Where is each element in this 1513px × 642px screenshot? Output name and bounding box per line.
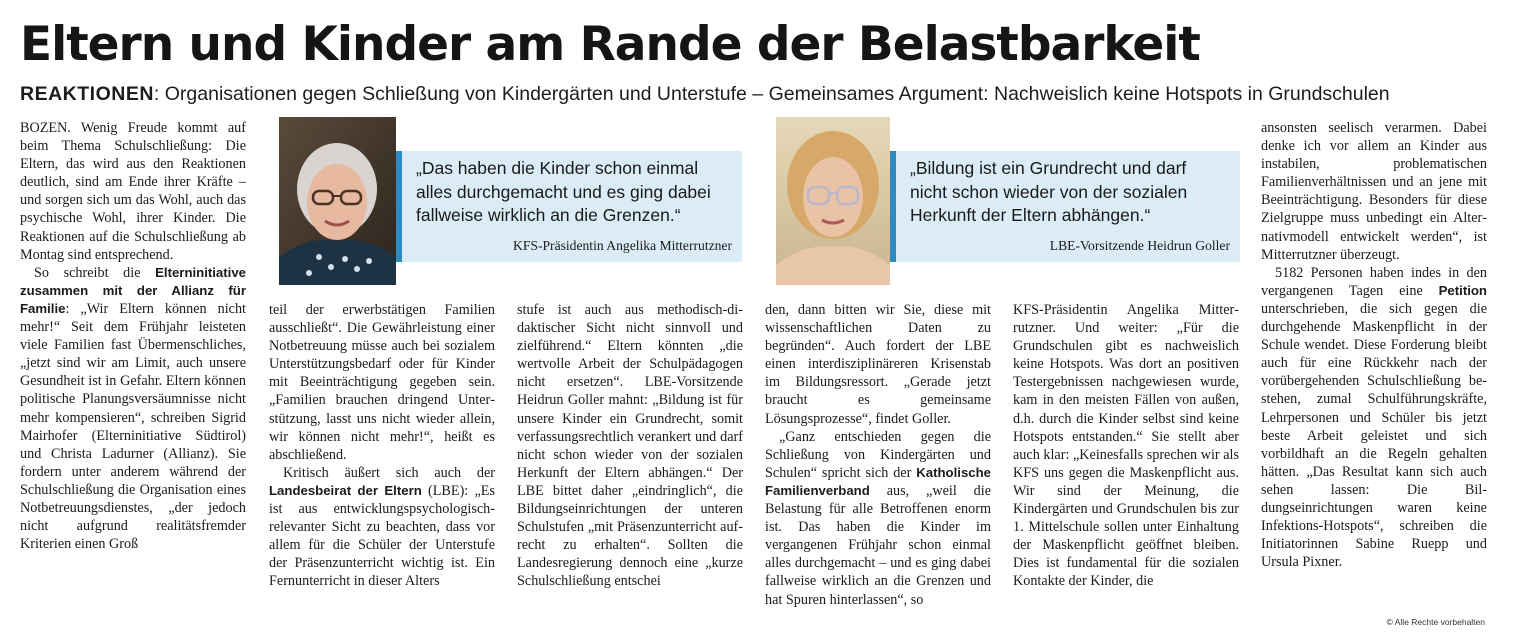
pull-quote-2 bbox=[890, 151, 1240, 262]
column-5 bbox=[1013, 301, 1239, 591]
pull-quote-1 bbox=[396, 151, 742, 262]
portrait-photo-mitterrutzner bbox=[279, 117, 396, 285]
quote-source: LBE-Vorsitzende Heidrun Goller bbox=[1049, 238, 1230, 253]
paragraph: teil der erwerbstätigen Familien ausschließt“. Die Gewährleistung einer Notbetreuung müsse auch bei sozialem Unterstützungsbedarf oder für Kinder mit Beeinträchtigung gegeben sein. „Familien brauchen dringend Unterstützung, lasst uns nicht wieder allein, wir können nicht mehr!“, heißt es abschließend. bbox=[269, 302, 495, 463]
paragraph: So schreibt die Elterninitiative zusammen mit der Allianz für Familie: „Wir Eltern können nicht mehr!“ Seit dem Frühjahr leisteten viele Familien fast Übermenschliches, „jetzt sind wir am Limit, auch unsere Gesundheit ist in Gefahr. Eltern können politische Planungsversäumnisse nicht mehr kompensieren“, schreiben Sigrid Mairhofer (Elterninitiative Südtirol) und Christa Ladurner (Allianz). Sie fordern unter anderem während der Schulschließung die Organisation eines Notbetreuungsdienstes, „der jedoch nicht aufgrund realitätsfremder Kriterien einen Groß bbox=[20, 264, 246, 553]
paragraph: ansonsten seelisch verarmen. Dabei denke ich vor allem an Kinder aus instabilen, problematischen Familienverhältnissen und an jene mit Beeinträchtigung. Besonders für diese Zielgruppe muss unbedingt ein Alternativmodell entwickelt werden“, ist Mitterrutzner überzeugt. bbox=[1261, 120, 1487, 263]
quote-text: „Bildung ist ein Grundrecht und darf nicht schon wieder von der sozialen Herkunft der Eltern abhängen.“ bbox=[910, 158, 1188, 225]
column-3 bbox=[517, 301, 743, 591]
quote-text: „Das haben die Kinder schon einmal alles durchgemacht und es ging dabei fallweise wirklich an die Grenzen.“ bbox=[416, 158, 711, 225]
copyright-notice: © Alle Rechte vorbehalten bbox=[1386, 617, 1485, 627]
org-name-elterninitiative: Elterninitiative zusammen mit der Allianz für Familie bbox=[20, 264, 246, 316]
petition-label: Petition bbox=[1438, 282, 1487, 298]
kicker: REAKTIONEN bbox=[20, 83, 154, 105]
paragraph: stufe ist auch aus methodisch-didaktischer Sicht nicht sinnvoll und zielführend.“ Eltern könnten „die wertvolle Arbeit der Schulpädagogen nicht ersetzen“. LBE-Vorsitzende Heidrun Goller mahnt: „Bildung ist für unsere Kinder ein Grundrecht, somit verfassungsrechtlich verankert und darf nicht schon wieder von der sozialen Herkunft der Eltern abhängen.“ Der LBE bittet daher „eindringlich“, die Bildungseinrichtungen der unteren Schulstufen „mit Präsenzunterricht aufrecht zu erhalten“. Sollten die Landesregierung dennoch eine „kurze Schulschließung entschei bbox=[517, 302, 743, 590]
column-2 bbox=[269, 301, 495, 591]
headline: Eltern und Kinder am Rande der Belastbarkeit bbox=[20, 17, 1200, 72]
column-1 bbox=[20, 119, 246, 553]
paragraph-intro: BOZEN. Wenig Freude kommt auf beim Thema Schulschließung: Die Eltern, das wird aus den Reaktionen deutlich, sind am Ende ihrer Kräfte – und sorgen sich um das Wohl, auch das psychische Wohl, ihrer Kinder. Die Reaktionen auf die Schulschließung ab Montag sind entsprechend. bbox=[20, 120, 246, 263]
quote-source: KFS-Präsidentin Angelika Mitterrutzner bbox=[513, 238, 732, 253]
subheadline-text: : Organisationen gegen Schließung von Kindergärten und Unterstufe – Gemeinsames Argument: Nachweislich keine Hotspots in Grundschulen bbox=[153, 83, 1390, 105]
org-name-lbe: Landesbeirat der Eltern bbox=[269, 482, 422, 498]
portrait-icon bbox=[279, 117, 396, 285]
column-4 bbox=[765, 301, 991, 609]
paragraph: „Ganz entschieden gegen die Schließung von Kindergärten und Schulen“ spricht sich der Katholische Familienverband aus, „weil die Belastung für alle Betroffenen enorm ist. Das haben die Kinder im vergangenen Frühjahr schon einmal alles durchgemacht – und es ging dabei fallweise wirklich an die Grenzen und hat Spuren hinterlassen“, so bbox=[765, 428, 991, 608]
paragraph: den, dann bitten wir Sie, diese mit wissenschaftlichen Daten zu begründen“. Auch fordert der LBE einen interdisziplinäreren Krisenstab im Bildungsressort. „Gerade jetzt braucht es gemeinsame Lösungsprozesse“, findet Goller. bbox=[765, 302, 991, 427]
column-6 bbox=[1261, 119, 1487, 571]
portrait-icon bbox=[776, 117, 890, 285]
paragraph: Kritisch äußert sich auch der Landesbeirat der Eltern (LBE): „Es ist aus entwicklungspsychologisch-relevanter Sicht zu beachten, dass vor allem für die Schüler der Unterstufe der Präsenzunterricht wichtig ist. Ein Fernunterricht in dieser Alters bbox=[269, 464, 495, 590]
portrait-photo-goller bbox=[776, 117, 890, 285]
paragraph: KFS-Präsidentin Angelika Mitterrutzner. Und weiter: „Für die Grundschulen gibt es nachweislich keine Hotspots. Was dort an positiven Testergebnissen nachgewiesen wurde, kam in den meisten Fällen von außen, d.h. durch die Kinder selbst sind keine Hotspots entstanden.“ Sie stellt aber auch klar: „Keinesfalls sprechen wir als KFS uns gegen die Maskenpflicht aus. Wir sind der Meinung, die Kindergärten und Grundschulen bis zur 1. Mittelschule sollen unter Einhaltung der Maskenpflicht geöffnet bleiben. Dies ist fundamental für die sozialen Kontakte der Kinder, die bbox=[1013, 302, 1239, 590]
subheadline bbox=[20, 80, 1390, 108]
org-name-kfs: Katholische Familienverband bbox=[765, 464, 991, 498]
paragraph: 5182 Personen haben indes in den vergangenen Tagen eine Petition unterschrieben, die sich gegen die durchgehende Maskenpflicht in der Schule wendet. Diese Forderung bleibt auch für eine Rückkehr nach der vorübergehenden Schulschließung bestehen, zumal Schulführungskräfte, Lehrpersonen und Schüler bis jetzt beste Arbeit geleistet und sich vorbildhaft an die Regeln gehalten hätten. „Das Resultat kann sich auch sehen lassen: Die Bildungseinrichtungen waren keine Infektions-Hotspots“, schreiben die Initiatorinnen Sabine Ruepp und Ursula Pixner. bbox=[1261, 264, 1487, 571]
